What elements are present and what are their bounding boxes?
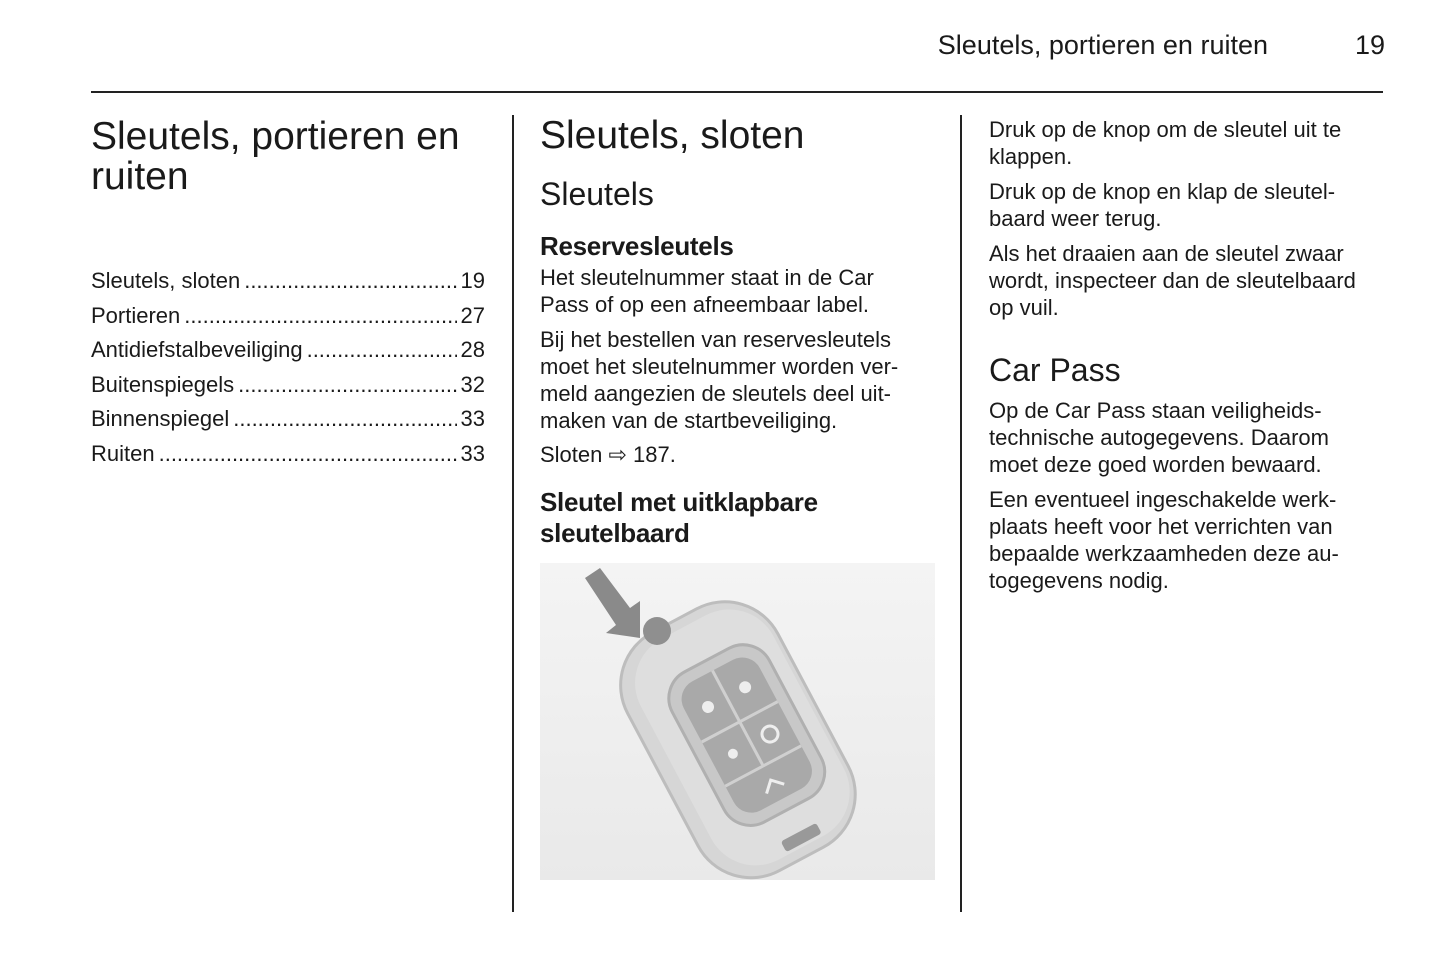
toc-label: Portieren	[91, 302, 181, 328]
toc-item[interactable]	[91, 368, 485, 403]
toc-page: 27	[460, 302, 485, 328]
table-of-contents	[91, 264, 485, 471]
section-title: Sleutels, sloten	[540, 114, 805, 157]
cross-reference[interactable]: Sloten ⇨ 187.	[540, 442, 676, 467]
paragraph: Een eventueel ingeschakelde werk- plaats heeft voor het verrichten van bepaalde werkzaamheden deze au- togegevens nodig.	[989, 487, 1339, 593]
paragraph: Druk op de knop om de sleutel uit te klappen.	[989, 117, 1342, 169]
toc-page: 33	[460, 406, 485, 431]
toc-label: Buitenspiegels	[91, 371, 235, 397]
heading-reservesleutels: Reservesleutels	[540, 231, 734, 261]
heading-car-pass: Car Pass	[989, 352, 1121, 388]
toc-page: 28	[460, 337, 485, 362]
toc-label: Ruiten	[91, 440, 155, 466]
subsection-title: Sleutels	[540, 176, 654, 212]
toc-page: 33	[460, 440, 485, 466]
toc-label: Binnenspiegel	[91, 406, 230, 431]
header-rule	[91, 91, 1383, 93]
paragraph: Druk op de knop en klap de sleutel- baard weer terug.	[989, 179, 1336, 231]
heading-fold-key: Sleutel met uitklapbare sleutelbaard	[540, 487, 818, 548]
toc-label: Antidiefstalbeveiliging	[91, 337, 303, 362]
key-fob-illustration	[540, 563, 935, 880]
running-header-title: Sleutels, portieren en ruiten	[937, 30, 1268, 60]
toc-item[interactable]	[91, 299, 485, 334]
toc-label: Sleutels, sloten	[91, 268, 241, 293]
toc-page: 32	[460, 371, 485, 397]
toc-item[interactable]	[91, 437, 485, 472]
paragraph: Op de Car Pass staan veiligheids- technische autogegevens. Daarom moet deze goed worden bewaard.	[989, 398, 1329, 477]
chapter-title: Sleutels, portieren en ruiten	[91, 115, 460, 198]
paragraph: Het sleutelnummer staat in de Car Pass of op een afneembaar label.	[540, 265, 874, 317]
column-divider	[512, 115, 514, 912]
toc-page: 19	[460, 268, 485, 293]
toc-item[interactable]	[91, 402, 485, 437]
paragraph: Als het draaien aan de sleutel zwaar wordt, inspecteer dan de sleutelbaard op vuil.	[989, 241, 1356, 320]
toc-item[interactable]	[91, 333, 485, 368]
column-divider	[960, 115, 962, 912]
toc-item[interactable]	[91, 264, 485, 299]
page-number: 19	[1354, 30, 1385, 60]
paragraph: Bij het bestellen van reservesleutels moet het sleutelnummer worden ver- meld aangezien de sleutels deel uit- maken van de startbeveiliging.	[540, 327, 899, 433]
